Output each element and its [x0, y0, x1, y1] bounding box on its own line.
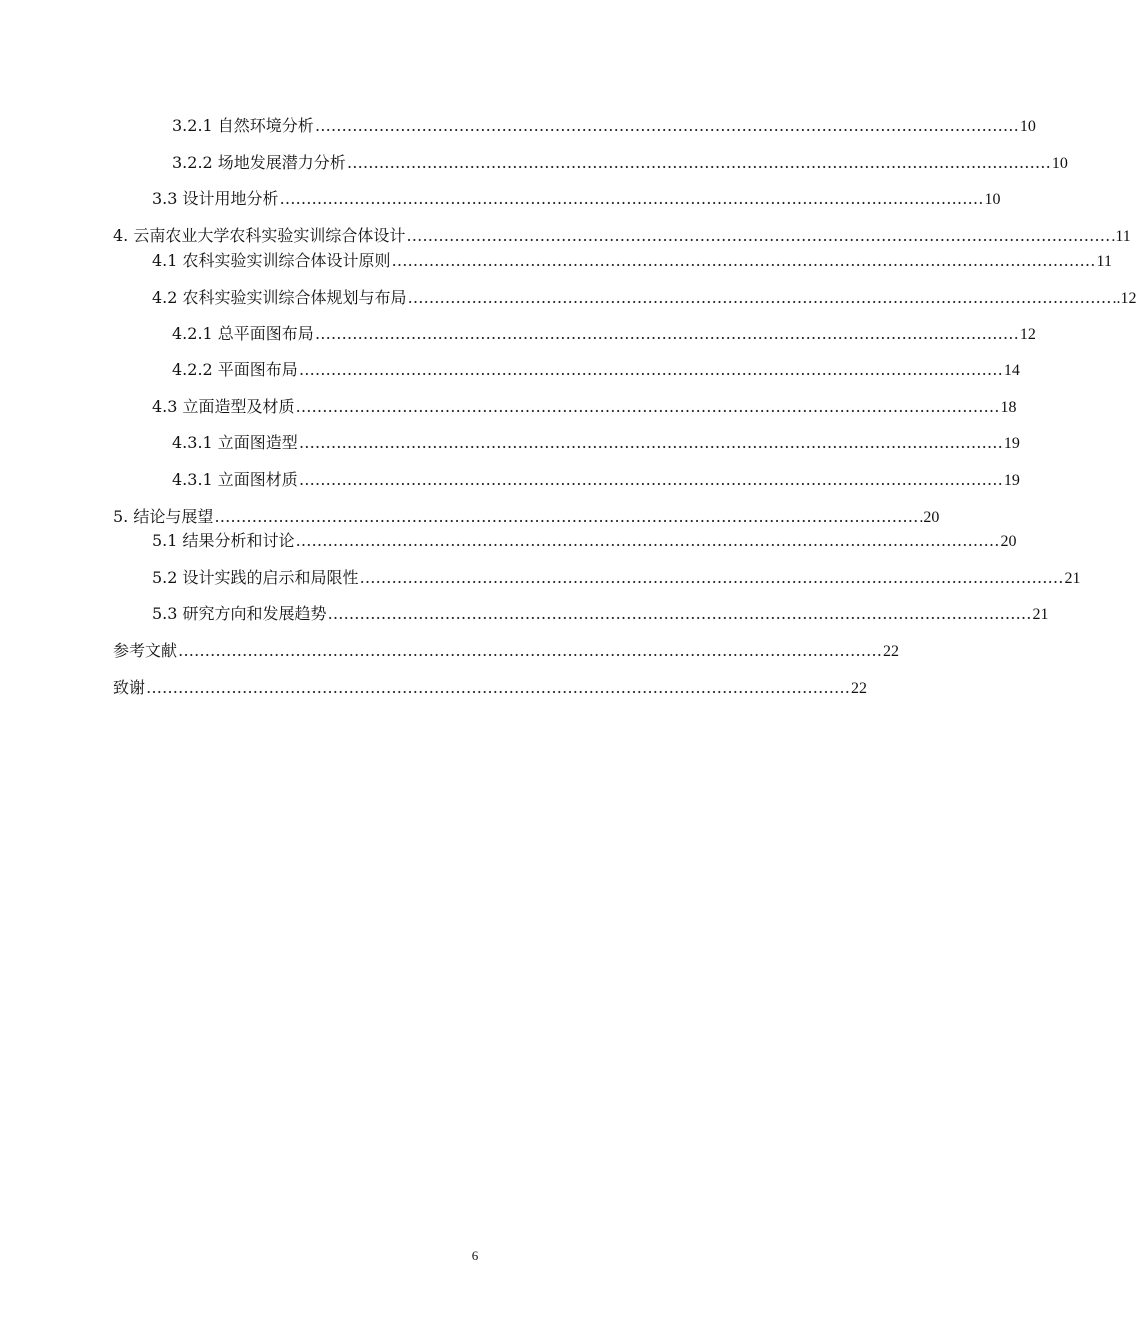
toc-entry-page: 19 [1003, 435, 1020, 452]
toc-entry-label: 4.3.1 立面图材质 [172, 470, 298, 489]
page-number: 6 [471, 1248, 479, 1263]
toc-entry-page: 20 [1000, 533, 1017, 550]
toc-entry-page: 18 [1000, 399, 1017, 416]
toc-entry-page: 11 [1096, 253, 1112, 270]
dot-leader: …………………………………………………………………………………………………………………… [391, 251, 1096, 270]
dot-leader: …………………………………………………………………………………………………………………… [298, 433, 1003, 452]
toc-entry[interactable] [172, 321, 1036, 347]
toc-entry-page: .11 [1111, 228, 1131, 245]
dot-leader: …………………………………………………………………………………………………………………… [298, 470, 1003, 489]
toc-entry-label: 5. 结论与展望 [113, 507, 214, 526]
toc-entry[interactable] [152, 186, 1001, 212]
toc-entry-label: 3.2.2 场地发展潜力分析 [172, 153, 346, 172]
dot-leader: …………………………………………………………………………………………………………………… [298, 360, 1003, 379]
toc-entry[interactable] [172, 467, 1020, 493]
dot-leader: …………………………………………………………………………………………………………………… [346, 153, 1051, 172]
toc-entry-label: 3.2.1 自然环境分析 [172, 116, 314, 135]
toc-entry[interactable] [113, 504, 940, 530]
dot-leader: …………………………………………………………………………………………………………………… [327, 604, 1032, 623]
toc-entry-page: .20 [919, 509, 940, 526]
toc-entry[interactable] [172, 150, 1068, 176]
toc-entry[interactable] [172, 113, 1036, 139]
toc-entry[interactable] [152, 565, 1081, 591]
dot-leader: …………………………………………………………………………………………………………………… [406, 226, 1111, 245]
toc-entry[interactable] [152, 394, 1017, 420]
toc-entry-page: 10 [984, 191, 1001, 208]
toc-entry-label: 参考文献 [113, 641, 178, 660]
toc-entry-label: 4.3 立面造型及材质 [152, 397, 295, 416]
dot-leader: …………………………………………………………………………………………………………………… [178, 641, 883, 660]
toc-entry-page: 10 [1019, 118, 1036, 135]
toc-entry[interactable] [113, 638, 900, 664]
dot-leader: …………………………………………………………………………………………………………………… [146, 678, 851, 697]
toc-entry-label: 致谢 [113, 678, 146, 697]
toc-entry-label: 4.2.1 总平面图布局 [172, 324, 314, 343]
toc-entry-label: 5.3 研究方向和发展趋势 [152, 604, 327, 623]
dot-leader: …………………………………………………………………………………………………………………… [279, 189, 984, 208]
toc-entry-page: 21 [1064, 570, 1081, 587]
toc-entry-page: 22 [883, 643, 900, 660]
toc-entry[interactable] [152, 285, 1137, 311]
toc-entry-label: 4.2.2 平面图布局 [172, 360, 298, 379]
toc-entry-page: 12 [1019, 326, 1036, 343]
toc-entry[interactable] [113, 675, 868, 701]
dot-leader: …………………………………………………………………………………………………………………… [295, 531, 1000, 550]
toc-entry-label: 4. 云南农业大学农科实验实训综合体设计 [113, 226, 406, 245]
dot-leader: …………………………………………………………………………………………………………………… [295, 397, 1000, 416]
toc-entry-label: 4.1 农科实验实训综合体设计原则 [152, 251, 391, 270]
toc-entry-page: 19 [1003, 472, 1020, 489]
dot-leader: …………………………………………………………………………………………………………………… [314, 324, 1019, 343]
toc-entry[interactable] [172, 430, 1020, 456]
dot-leader: …………………………………………………………………………………………………………………… [407, 288, 1112, 307]
dot-leader: …………………………………………………………………………………………………………………… [214, 507, 919, 526]
toc-entry[interactable] [172, 357, 1020, 383]
toc-entry-label: 4.3.1 立面图造型 [172, 433, 298, 452]
toc-entry-page: 10 [1051, 155, 1068, 172]
toc-entry-label: 3.3 设计用地分析 [152, 189, 279, 208]
toc-entry-page: 21 [1032, 606, 1049, 623]
toc-entry[interactable] [152, 601, 1049, 627]
toc-entry-label: 4.2 农科实验实训综合体规划与布局 [152, 288, 407, 307]
dot-leader: …………………………………………………………………………………………………………………… [314, 116, 1019, 135]
toc-entry[interactable] [152, 248, 1112, 274]
dot-leader: …………………………………………………………………………………………………………………… [359, 568, 1064, 587]
toc-entry-page: ..12 [1112, 290, 1137, 307]
toc-entry-page: 14 [1003, 362, 1020, 379]
toc-entry[interactable] [113, 223, 1131, 249]
toc-entry-page: 22 [851, 680, 868, 697]
toc-entry[interactable] [152, 528, 1017, 554]
toc-entry-label: 5.2 设计实践的启示和局限性 [152, 568, 359, 587]
toc-entry-label: 5.1 结果分析和讨论 [152, 531, 295, 550]
